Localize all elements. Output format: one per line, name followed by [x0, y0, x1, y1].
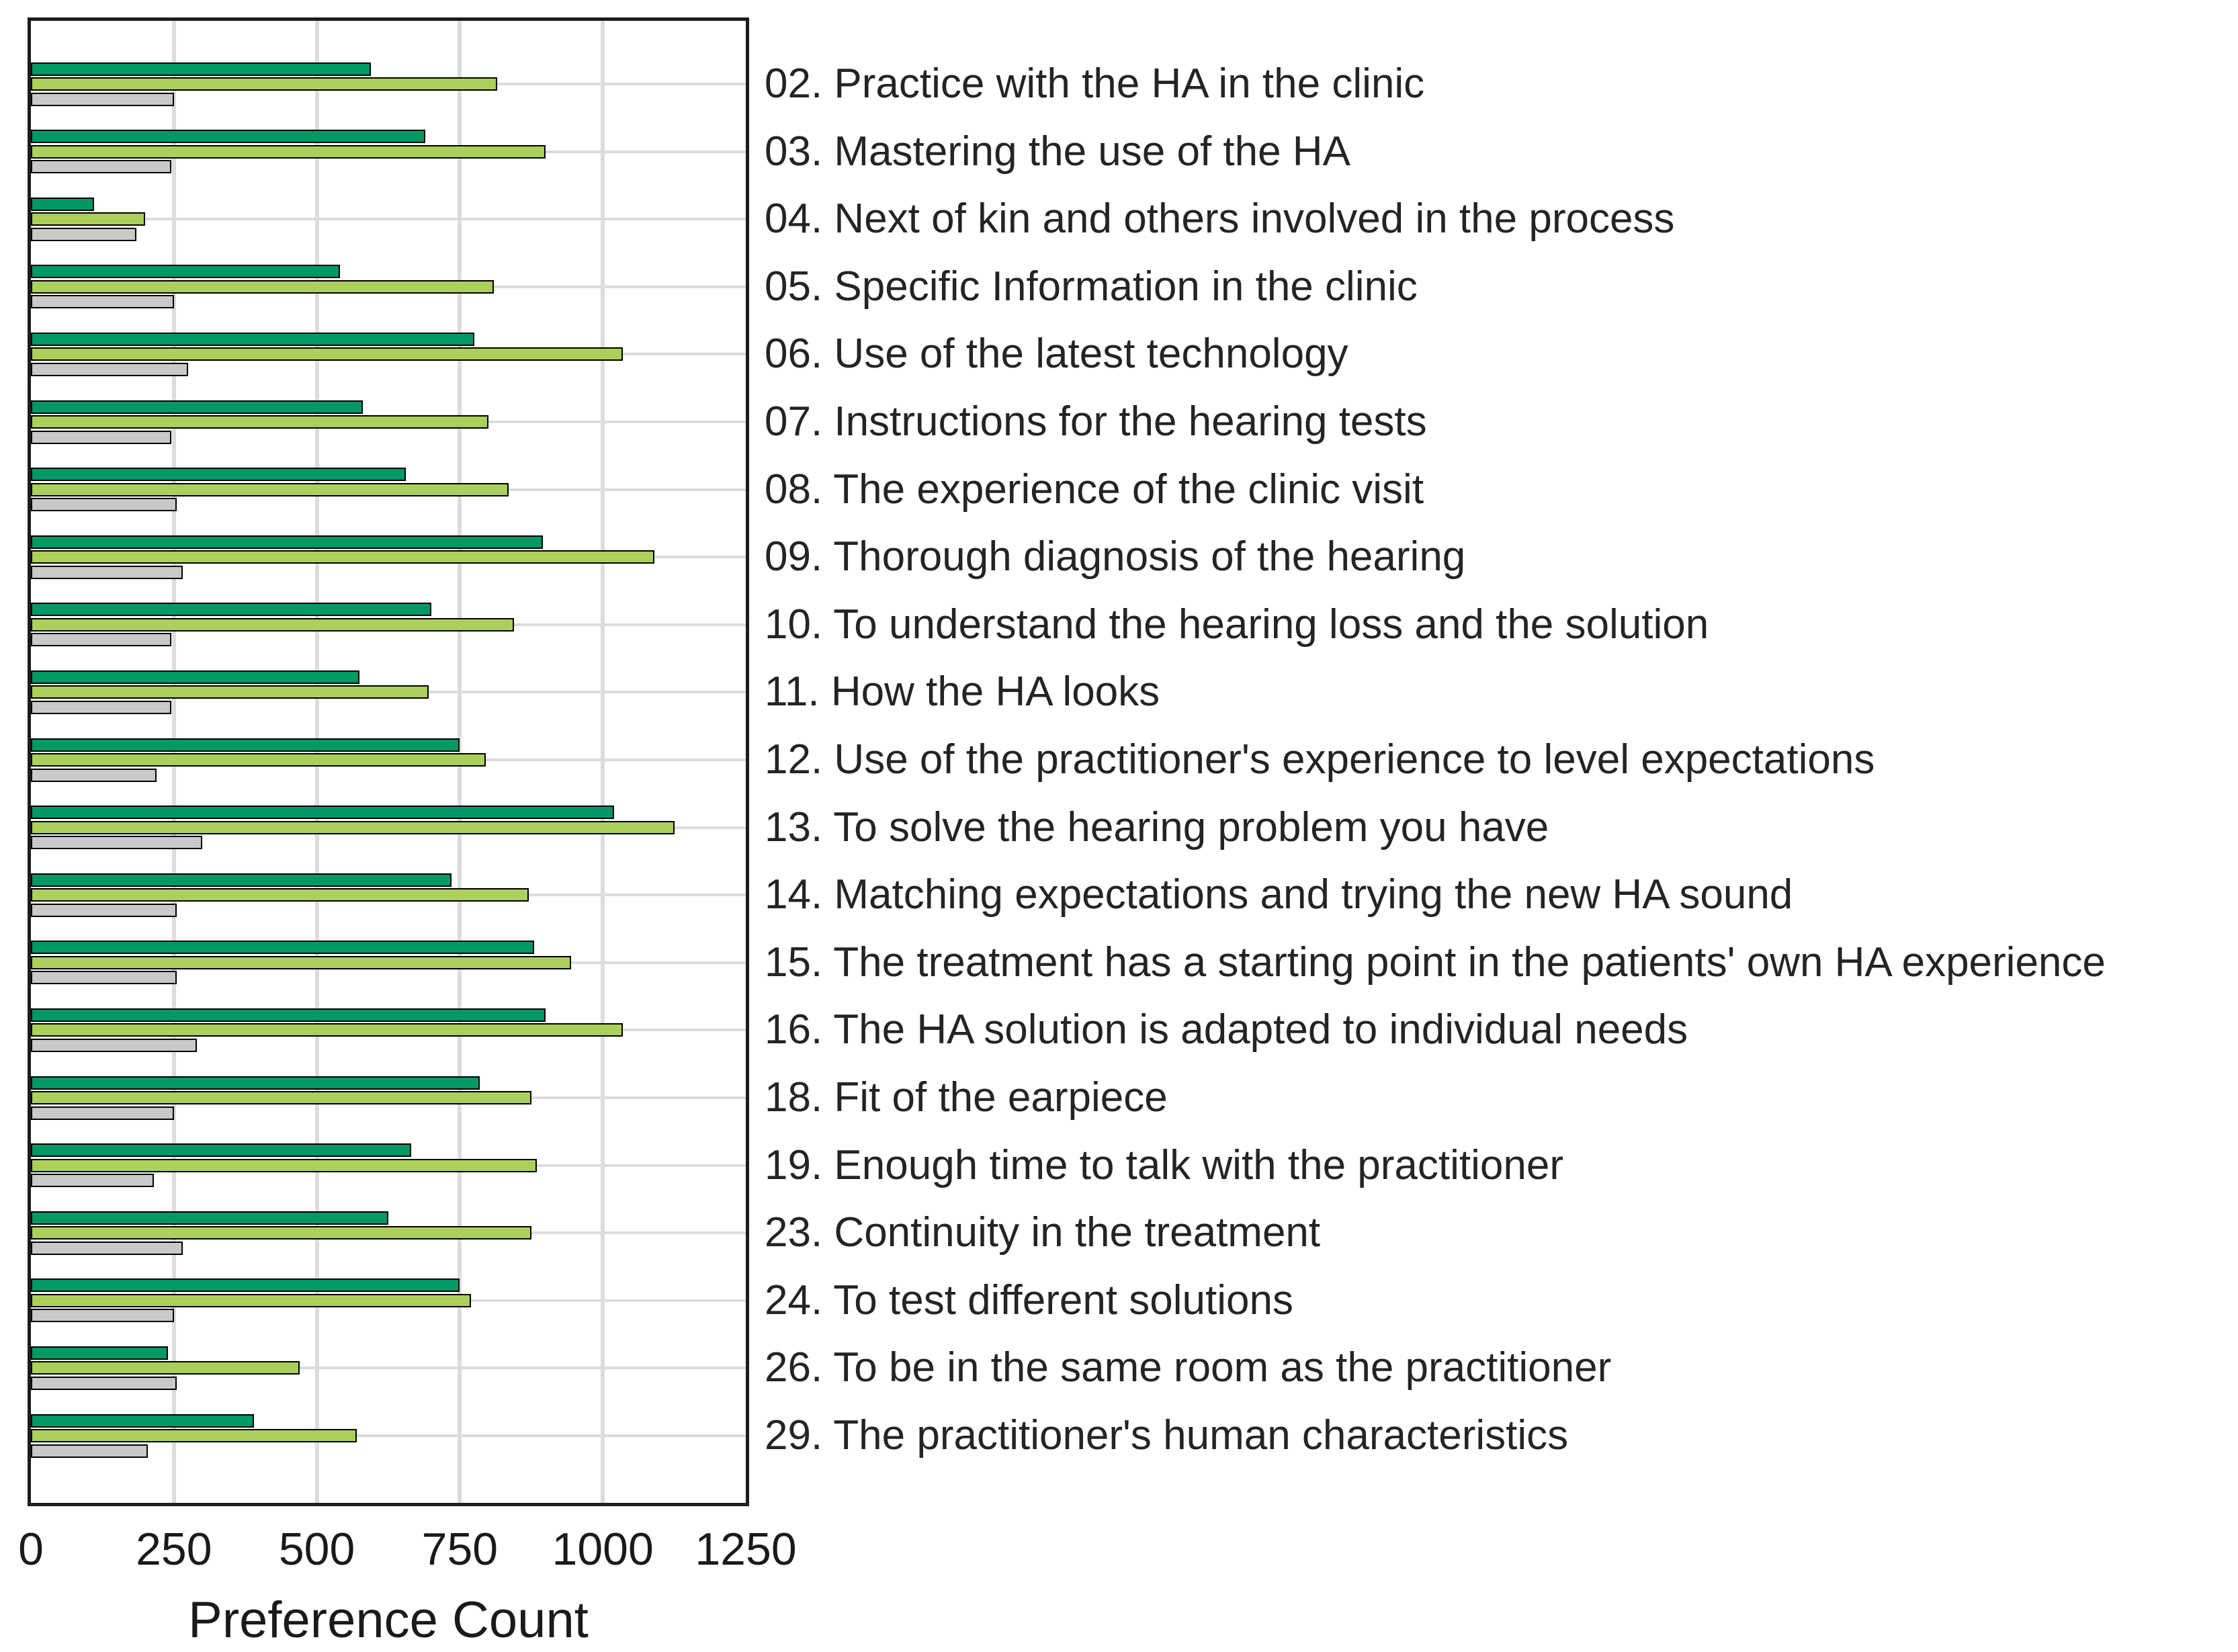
bar-gray-series [31, 1174, 154, 1187]
category-label: 26. To be in the same room as the practitioner [765, 1344, 1612, 1391]
bar-gray-series [31, 93, 174, 106]
category-label: 13. To solve the hearing problem you have [765, 803, 1549, 851]
bar-dark-green-series [31, 1346, 168, 1360]
x-tick-label-500: 500 [278, 1524, 355, 1575]
bar-dark-green-series [31, 535, 543, 549]
x-tick-label-0: 0 [18, 1524, 44, 1575]
bar-light-green-series [31, 145, 546, 159]
bar-dark-green-series [31, 1414, 254, 1428]
x-tick-label-1000: 1000 [552, 1524, 654, 1575]
category-label: 02. Practice with the HA in the clinic [765, 60, 1425, 107]
bar-light-green-series [31, 1361, 300, 1375]
bar-light-green-series [31, 685, 429, 699]
bar-gray-series [31, 1242, 183, 1255]
bar-dark-green-series [31, 198, 94, 211]
bar-dark-green-series [31, 670, 359, 684]
bar-gray-series [31, 1444, 148, 1458]
bar-gray-series [31, 769, 157, 782]
bar-gray-series [31, 295, 174, 308]
category-label: 16. The HA solution is adapted to individual needs [765, 1006, 1688, 1053]
bar-dark-green-series [31, 1076, 480, 1090]
bar-dark-green-series [31, 1143, 411, 1157]
bar-light-green-series [31, 212, 145, 226]
bar-light-green-series [31, 1429, 357, 1442]
bar-gray-series [31, 431, 171, 444]
bar-light-green-series [31, 1091, 531, 1104]
bar-gray-series [31, 1039, 197, 1052]
bar-dark-green-series [31, 1211, 388, 1225]
x-tick-label-1250: 1250 [695, 1524, 797, 1575]
category-label: 08. The experience of the clinic visit [765, 466, 1424, 513]
bar-gray-series [31, 1309, 174, 1322]
bar-gray-series [31, 363, 188, 376]
bar-dark-green-series [31, 1008, 546, 1022]
category-label: 19. Enough time to talk with the practitioner [765, 1141, 1563, 1188]
category-label: 14. Matching expectations and trying the new HA sound [765, 871, 1793, 918]
x-tick-label-250: 250 [136, 1524, 212, 1575]
bar-dark-green-series [31, 400, 363, 414]
bar-gray-series [31, 566, 183, 579]
bar-dark-green-series [31, 873, 451, 887]
bar-light-green-series [31, 347, 623, 361]
x-axis-label: Preference Count [188, 1592, 589, 1649]
bar-light-green-series [31, 415, 488, 429]
bar-light-green-series [31, 280, 494, 294]
bar-dark-green-series [31, 806, 614, 819]
bar-light-green-series [31, 1294, 471, 1307]
bar-gray-series [31, 701, 171, 714]
bar-gray-series [31, 228, 136, 241]
bar-light-green-series [31, 77, 497, 91]
category-label: 06. Use of the latest technology [765, 331, 1348, 378]
plot-area [28, 17, 749, 1506]
category-label: 24. To test different solutions [765, 1276, 1293, 1323]
x-tick-label-750: 750 [421, 1524, 499, 1575]
category-label: 09. Thorough diagnosis of the hearing [765, 533, 1466, 580]
bar-gray-series [31, 971, 177, 984]
bar-dark-green-series [31, 265, 340, 278]
bar-light-green-series [31, 821, 675, 834]
bar-gray-series [31, 633, 171, 646]
bar-dark-green-series [31, 603, 431, 616]
bar-dark-green-series [31, 333, 474, 346]
bar-light-green-series [31, 483, 509, 496]
bar-dark-green-series [31, 468, 406, 481]
bar-gray-series [31, 498, 177, 511]
bar-light-green-series [31, 888, 529, 902]
bar-light-green-series [31, 618, 514, 632]
category-label: 10. To understand the hearing loss and the solution [765, 601, 1709, 648]
category-label: 29. The practitioner's human characteristics [765, 1412, 1569, 1459]
bar-gray-series [31, 904, 177, 917]
category-label: 18. Fit of the earpiece [765, 1074, 1168, 1121]
bar-gray-series [31, 1377, 177, 1390]
category-label: 03. Mastering the use of the HA [765, 128, 1350, 175]
category-label: 15. The treatment has a starting point in the patients' own HA experience [765, 939, 2106, 986]
bar-light-green-series [31, 1226, 531, 1240]
bar-light-green-series [31, 550, 654, 564]
category-label: 05. Specific Information in the clinic [765, 263, 1418, 310]
bar-dark-green-series [31, 738, 460, 752]
category-label: 23. Continuity in the treatment [765, 1209, 1321, 1256]
bar-dark-green-series [31, 130, 425, 143]
category-label: 04. Next of kin and others involved in the process [765, 195, 1675, 243]
vertical-gridline-1000 [601, 21, 605, 1503]
plot-inner [31, 21, 746, 1503]
bar-gray-series [31, 1106, 174, 1120]
bar-gray-series [31, 160, 171, 173]
bar-light-green-series [31, 1023, 623, 1037]
bar-dark-green-series [31, 941, 534, 954]
bar-light-green-series [31, 753, 486, 767]
category-label: 11. How the HA looks [765, 668, 1160, 715]
bar-light-green-series [31, 1159, 537, 1172]
category-label: 12. Use of the practitioner's experience to level expectations [765, 736, 1875, 783]
bar-dark-green-series [31, 62, 371, 76]
bar-light-green-series [31, 956, 571, 969]
bar-gray-series [31, 836, 202, 849]
category-label: 07. Instructions for the hearing tests [765, 398, 1427, 445]
bar-dark-green-series [31, 1278, 460, 1292]
